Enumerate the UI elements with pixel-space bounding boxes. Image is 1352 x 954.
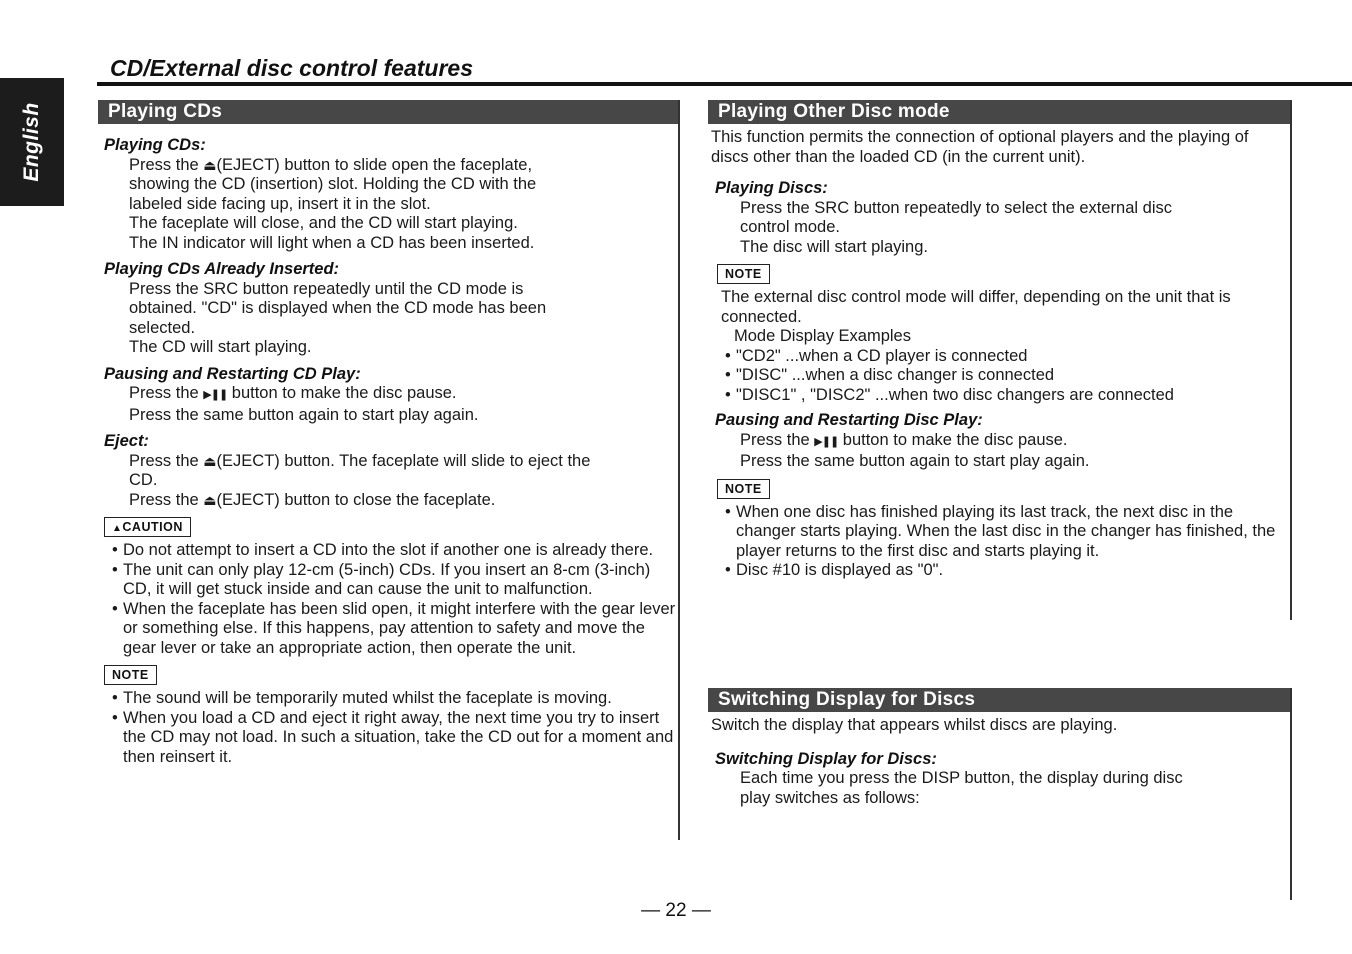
text: button to make the disc pause.	[227, 384, 457, 402]
list-item: • "DISC" ...when a disc changer is connected	[717, 366, 1290, 386]
subheading-playing-cds: Playing CDs:	[104, 136, 206, 154]
warning-icon: ▲	[112, 523, 123, 534]
text: The disc will start playing.	[740, 237, 928, 256]
section-header-other-disc: Playing Other Disc mode	[708, 100, 1290, 124]
switching-display-section	[708, 688, 1292, 900]
text: button to make the disc pause.	[838, 430, 1068, 449]
subheading-pausing-disc: Pausing and Restarting Disc Play:	[715, 411, 983, 429]
subheading-already-inserted: Playing CDs Already Inserted:	[104, 260, 340, 278]
switching-display-block	[708, 750, 1290, 809]
text: control mode.	[740, 218, 840, 236]
list-item: • "DISC1" , "DISC2" ...when two disc changers are connected	[717, 386, 1290, 406]
text: labeled side facing up, insert it in the slot.	[129, 194, 431, 213]
list-item: • When you load a CD and eject it right away, the next time you try to insert the CD may not load. In such a situation, take the CD out for a moment and then reinsert it.	[104, 709, 678, 768]
play-pause-icon: ▶❚❚	[814, 435, 839, 448]
mode-examples-list	[717, 347, 1290, 406]
note-list	[717, 503, 1290, 581]
note-block-external	[708, 264, 1290, 405]
note-label: NOTE	[717, 479, 770, 499]
language-tab	[0, 78, 64, 206]
title-rule	[97, 82, 1352, 86]
pausing-block	[98, 365, 678, 426]
playing-discs-block	[708, 179, 1290, 257]
text: Press the	[129, 155, 204, 174]
text: Press the	[129, 490, 204, 509]
page-title: CD/External disc control features	[110, 55, 473, 81]
pausing-disc-block	[708, 411, 1290, 472]
note-block	[98, 665, 678, 767]
text: Press the SRC button repeatedly to select the external disc	[740, 198, 1172, 217]
eject-icon: ⏏	[203, 156, 217, 173]
already-inserted-block	[98, 260, 678, 358]
text: (EJECT) button to close the faceplate.	[216, 490, 496, 509]
list-item: • Do not attempt to insert a CD into the slot if another one is already there.	[104, 541, 678, 561]
text: Press the same button again to start play again.	[740, 452, 1090, 470]
text: The CD will start playing.	[129, 338, 312, 356]
pausing-text	[104, 384, 678, 425]
note-text: The external disc control mode will differ, depending on the unit that is connected.	[721, 288, 1231, 326]
caution-label	[104, 517, 191, 537]
eject-icon: ⏏	[203, 491, 217, 508]
page-number: — 22 —	[641, 900, 711, 921]
text: The IN indicator will light when a CD has been inserted.	[129, 233, 535, 252]
eject-block	[98, 432, 678, 510]
caution-block	[98, 517, 678, 658]
text: selected.	[129, 318, 196, 337]
list-item: • When one disc has finished playing its last track, the next disc in the changer starts playing. When the last disc in the changer has finished, the player returns to the first disc and starts playing it.	[717, 503, 1290, 562]
playing-cds-block	[98, 136, 678, 253]
switching-display-intro: Switch the display that appears whilst discs are playing.	[711, 716, 1118, 734]
subheading-eject: Eject:	[104, 432, 149, 450]
list-item: • "CD2" ...when a CD player is connected	[717, 347, 1290, 367]
other-disc-intro: This function permits the connection of optional players and the playing of discs other than the loaded CD (in the current unit).	[711, 128, 1249, 166]
switching-display-text	[715, 769, 1290, 808]
eject-text	[104, 452, 678, 511]
note-label: NOTE	[717, 264, 770, 284]
text: The faceplate will close, and the CD will start playing.	[129, 214, 518, 232]
text: CAUTION	[122, 520, 183, 534]
text: play switches as follows:	[740, 788, 920, 807]
play-pause-icon: ▶❚❚	[203, 389, 228, 401]
eject-icon: ⏏	[203, 452, 217, 469]
subheading-pausing: Pausing and Restarting CD Play:	[104, 364, 361, 383]
already-inserted-text	[104, 280, 678, 358]
list-item: • The unit can only play 12-cm (5-inch) CDs. If you insert an 8-cm (3-inch) CD, it will get stuck inside and can cause the unit to malfunction.	[104, 561, 678, 600]
section-header-switching-display: Switching Display for Discs	[708, 688, 1290, 712]
text: Each time you press the DISP button, the display during disc	[740, 769, 1183, 787]
note-label: NOTE	[104, 665, 157, 685]
list-item: • Disc #10 is displayed as "0".	[717, 561, 1290, 581]
text: (EJECT) button. The faceplate will slide to eject the	[216, 451, 591, 470]
subheading-playing-discs: Playing Discs:	[715, 179, 828, 197]
note-list	[104, 689, 678, 767]
section-header-playing-cds: Playing CDs	[98, 100, 678, 124]
text: Press the	[129, 451, 204, 470]
playing-cds-section	[98, 100, 680, 840]
list-item: • When the faceplate has been slid open, it might interfere with the gear lever or something else. If this happens, pay attention to safety and move the gear lever or take an appropriate action, then operate the unit.	[104, 600, 678, 659]
text: Press the SRC button repeatedly until the CD mode is	[129, 279, 524, 298]
text: Press the same button again to start play again.	[129, 405, 479, 424]
language-tab-label: English	[20, 102, 43, 182]
text: showing the CD (insertion) slot. Holding the CD with the	[129, 175, 537, 193]
text: (EJECT) button to slide open the faceplate,	[216, 155, 533, 174]
text: CD.	[129, 471, 158, 489]
text: obtained. "CD" is displayed when the CD mode has been	[129, 299, 547, 317]
text: Press the	[740, 430, 815, 449]
pausing-disc-text	[715, 431, 1290, 472]
text: Press the	[129, 384, 204, 402]
note-block-changer	[708, 479, 1290, 581]
playing-cds-text	[104, 156, 678, 254]
mode-examples-title: Mode Display Examples	[734, 327, 911, 345]
playing-other-disc-section	[708, 100, 1292, 620]
subheading-switching-display: Switching Display for Discs:	[715, 749, 937, 768]
playing-discs-text	[715, 199, 1290, 258]
list-item: • The sound will be temporarily muted whilst the faceplate is moving.	[104, 689, 678, 709]
caution-list	[104, 541, 678, 658]
